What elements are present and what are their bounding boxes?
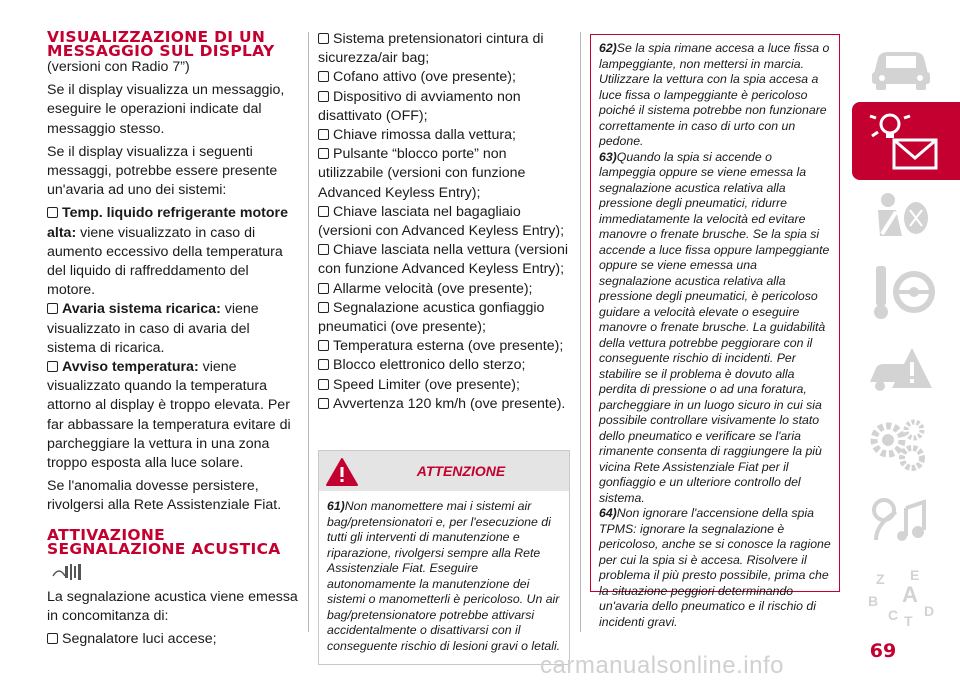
checkbox-bullet-icon [318, 148, 329, 159]
tab-index[interactable] [852, 562, 960, 630]
index-letter: T [904, 613, 913, 628]
list-item [318, 356, 570, 375]
note-text: Non ignorare l'accensione della spia TPMS: ignorare la segnalazione è pericoloso, anche se si conosce la ragione per cui la spia si è accesa. Risolvere il problema il più presto possibile, prima che la situazione peggiori determinando un'avaria dello pneumatico e il rischio di incidenti gravi. [599, 506, 831, 629]
checkbox-bullet-icon [47, 303, 58, 314]
acoustic-signal-icon [51, 562, 85, 582]
tab-emergency[interactable] [852, 334, 960, 402]
index-letter: Z [876, 571, 885, 587]
paragraph-acoustic-intro: La segnalazione acustica viene emessa in concomitanza di: [47, 588, 298, 624]
list-item-text: Chiave lasciata nel bagagliaio (versioni con Advanced Keyless Entry); [318, 203, 565, 240]
list-item-text: Chiave rimossa dalla vettura; [333, 127, 516, 144]
note-number: 64) [599, 506, 617, 520]
paragraph-versions: (versioni con Radio 7”) [47, 59, 190, 75]
tab-multimedia[interactable] [852, 486, 960, 554]
list-item-title: Avaria sistema ricarica: [62, 301, 221, 318]
list-item-text: Pulsante “blocco porte” non utilizzabile (versioni con funzione Advanced Keyless Entry); [318, 146, 526, 201]
list-item [318, 280, 570, 299]
list-item-temperature-warning [47, 358, 299, 473]
note-text: Non manomettere mai i sistemi air bag/pretensionatori e, per l'esecuzione di tutti gli interventi di manutenzione e riparazione, rivolgersi sempre alla Rete Assistenziale Fiat. Eseguire autonomamente la manutenzione dei sistemi o manometterli è pericoloso. Un air bag/pretensionatore potrebbe attivarsi accidentalmente o disattivarsi con il conseguente rischio di lesioni gravi o letali. [327, 499, 561, 653]
list-item-title: Avviso temperatura: [62, 359, 199, 376]
index-letter: E [910, 567, 920, 583]
index-letter: B [868, 593, 879, 609]
paragraph-possible-faults: Se il display visualizza i seguenti messaggi, potrebbe essere presente un'avaria ad uno dei sistemi: [47, 143, 278, 199]
section-title-acoustic-signal: ATTIVAZIONE SEGNALAZIONE ACUSTICA [47, 525, 281, 558]
list-item-text: viene visualizzato in caso di aumento eccessivo della temperatura del liquido di raffreddamento del motore. [47, 224, 283, 299]
checkbox-bullet-icon [318, 283, 329, 294]
list-item [318, 30, 570, 68]
checkbox-bullet-icon [318, 379, 329, 390]
list-item-charging-fault [47, 300, 299, 358]
attention-body [319, 491, 569, 664]
list-item-text: viene visualizzato quando la temperatura attorno al display è troppo elevata. Per far abbassare la temperatura evitare di parcheggiare la vettura in una zona troppo esposta alla luce solare. [47, 359, 291, 472]
list-item-text: Segnalazione acustica gonfiaggio pneumatici (ove presente); [318, 299, 545, 336]
list-item-title: Temp. liquido refrigerante motore alta: [47, 205, 288, 241]
list-item [318, 126, 570, 145]
column-divider [308, 32, 309, 632]
column-1 [47, 30, 299, 649]
tab-starting-driving[interactable] [852, 258, 960, 326]
checkbox-bullet-icon [318, 302, 329, 313]
note-number: 61) [327, 499, 345, 514]
note-61 [327, 499, 561, 654]
key-steering-icon [866, 262, 936, 322]
list-item-text: Segnalatore luci accese; [62, 631, 217, 648]
list-item-text: Dispositivo di avviamento non disattivato (OFF); [318, 88, 521, 124]
note-64 [599, 506, 831, 630]
checkbox-bullet-icon [318, 398, 329, 409]
chapter-sidebar [852, 30, 960, 630]
note-text: Quando la spia si accende o lampeggia oppure se viene emessa la segnalazione acustica relativa alla pressione degli pneumatici, ridurre immediatamente la velocità ed evitare manovre o frenate brusche. Se la spia si accende a luce fissa oppure lampeggiante oppure se viene emessa una segnalazione acustica relativa alla pressione degli pneumatici, è pericoloso guidare a velocità elevate o eseguire manovre o frenate brusche. La guidabilità della vettura potrebbe peggiorare con il conseguente rischio di incidenti. Per stabilire se il problema è dovuto alla perdita di pressione o ad una foratura, parcheggiare in un luogo sicuro in cui sia possibile controllare visivamente lo stato dello pneumatico e verificare se l'aria rimanente consenta di raggiungere la più vicina Rete Assistenziale Fiat per il gonfiaggio e un ulteriore controllo del sistema. [599, 149, 830, 505]
list-item-text: Blocco elettronico dello sterzo; [333, 357, 526, 374]
car-breakdown-icon [866, 338, 936, 398]
tab-warning-lights[interactable] [852, 102, 960, 180]
list-item-text: Avvertenza 120 km/h (ove presente). [333, 395, 566, 412]
tab-maintenance[interactable] [852, 410, 960, 478]
checkbox-bullet-icon [318, 359, 329, 370]
list-item-text: Cofano attivo (ove presente); [333, 69, 516, 86]
column-2 [318, 30, 570, 665]
list-item-text: Temperatura esterna (ove presente); [333, 338, 564, 355]
list-item [318, 299, 570, 337]
note-number: 62) [599, 41, 617, 55]
tab-car-knowledge[interactable] [852, 30, 960, 98]
list-item-lights-on [47, 630, 299, 649]
list-item [318, 68, 570, 87]
media-music-icon [866, 490, 936, 550]
list-item-text: Speed Limiter (ove presente); [333, 376, 520, 393]
seatbelt-airbag-icon [866, 188, 936, 248]
paragraph-persistent-fault: Se l'anomalia dovesse persistere, rivolgersi alla Rete Assistenziale Fiat. [47, 478, 282, 514]
warning-light-envelope-icon [866, 106, 946, 176]
checkbox-bullet-icon [318, 244, 329, 255]
checkbox-bullet-icon [318, 206, 329, 217]
note-63 [599, 150, 831, 507]
list-item [318, 337, 570, 356]
checkbox-bullet-icon [318, 33, 329, 44]
index-letter: D [924, 603, 935, 619]
list-item [318, 376, 570, 395]
attention-box [318, 450, 570, 665]
checkbox-bullet-icon [318, 71, 329, 82]
checkbox-bullet-icon [47, 361, 58, 372]
list-item [318, 145, 570, 203]
list-item-text: Allarme velocità (ove presente); [333, 280, 533, 297]
paragraph-message-instructions: Se il display visualizza un messaggio, eseguire le operazioni indicate dal messaggio stesso. [47, 82, 285, 137]
list-item [318, 395, 570, 414]
index-letter: C [888, 607, 899, 623]
list-item-text: Chiave lasciata nella vettura (versioni con funzione Advanced Keyless Entry); [318, 242, 568, 278]
alphabet-index-icon [866, 566, 946, 628]
car-front-icon [866, 34, 936, 94]
page-number: 69 [869, 640, 897, 662]
note-text: Se la spia rimane accesa a luce fissa o lampeggiante, non mettersi in marcia. Utilizzare la vettura con la spia accesa a luce fissa o lampeggiante è pericoloso poiché il sistema potrebbe non funzionare correttamente in caso di urto con un pedone. [599, 41, 830, 148]
list-item-text: viene visualizzato in caso di avaria del sistema di ricarica. [47, 301, 259, 356]
column-divider [580, 32, 581, 632]
tab-safety[interactable] [852, 184, 960, 252]
warnings-box [590, 34, 840, 629]
list-item [318, 203, 570, 241]
watermark: carmanualsonline.info [540, 652, 784, 679]
list-item-text: Sistema pretensionatori cintura di sicurezza/air bag; [318, 31, 544, 67]
checkbox-bullet-icon [318, 129, 329, 140]
index-letter: A [902, 582, 918, 607]
checkbox-bullet-icon [318, 91, 329, 102]
note-number: 63) [599, 149, 617, 164]
list-item-coolant-temp [47, 204, 299, 300]
acoustic-conditions-list [318, 30, 570, 414]
gears-maintenance-icon [866, 414, 936, 474]
checkbox-bullet-icon [318, 340, 329, 351]
attention-title: ATTENZIONE [416, 463, 506, 480]
list-item [318, 241, 570, 279]
list-item [318, 88, 570, 126]
checkbox-bullet-icon [47, 633, 58, 644]
section-title-display-message: VISUALIZZAZIONE DI UN MESSAGGIO SUL DISPLAY [47, 28, 275, 60]
checkbox-bullet-icon [47, 207, 58, 218]
attention-header [319, 451, 569, 491]
note-62 [599, 41, 831, 150]
